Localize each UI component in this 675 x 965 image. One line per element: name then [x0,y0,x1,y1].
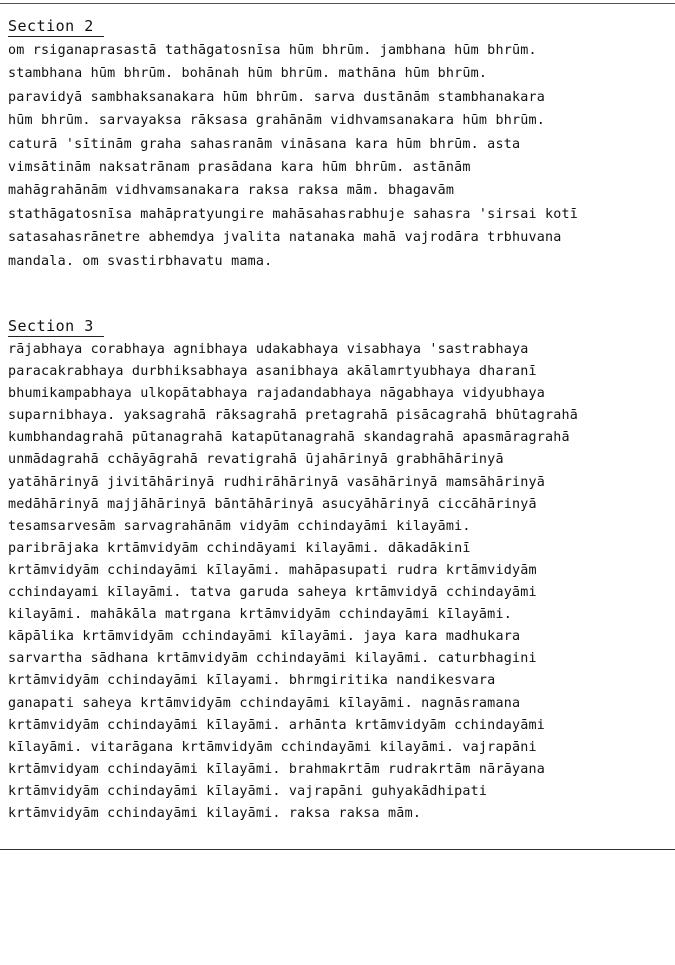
top-border-rule [0,3,675,4]
text-line: yatāhārinyā jivitāhārinyā rudhirāhārinyā vasāhārinyā mamsāhārinyā [8,474,546,490]
text-line: caturā 'sītinām graha sahasranām vināsana kara hūm bhrūm. asta [8,136,521,152]
text-line: rājabhaya corabhaya agnibhaya udakabhaya visabhaya 'sastrabhaya [8,342,529,357]
text-line: kāpālika krtāmvidyām cchindayāmi kīlayāmi. jaya kara madhukara [8,629,521,645]
text-line: bhumikampabhaya ulkopātabhaya rajadandabhaya nāgabhaya vidyubhaya [8,386,546,402]
text-line: tesamsarvesām sarvagrahānām vidyām cchindayāmi kilayāmi. [8,518,471,534]
text-line: stambhana hūm bhrūm. bohānah hūm bhrūm. mathāna hūm bhrūm. [8,66,488,82]
text-line: mandala. om svastirbhavatu mama. [8,253,273,269]
section-heading: Section 3 [8,316,104,337]
text-line: krtāmvidyām cchindayāmi kīlayāmi. mahāpasupati rudra krtāmvidyām [8,562,537,578]
text-line: ganapati saheya krtāmvidyām cchindayāmi kīlayāmi. nagnāsramana [8,695,521,711]
text-line: sarvartha sādhana krtāmvidyām cchindayāmi kilayāmi. caturbhagini [8,651,537,667]
section-3-block [8,316,668,825]
separator-rule [0,849,675,850]
text-line: suparnibhaya. yaksagrahā rāksagrahā pretagrahā pisācagrahā bhūtagrahā [8,408,579,424]
text-line: om rsiganaprasastā tathāgatosnīsa hūm bhrūm. jambhana hūm bhrūm. [8,43,537,58]
text-line: paribrājaka krtāmvidyām cchindāyami kilayāmi. dākadākinī [8,540,471,556]
text-line: hūm bhrūm. sarvayaksa rāksasa grahānām vidhvamsanakara hūm bhrūm. [8,113,546,129]
text-line: mahāgrahānām vidhvamsanakara raksa raksa mām. bhagavām [8,183,455,199]
text-line: satasahasrānetre abhemdya jvalita natanaka mahā vajrodāra trbhuvana [8,230,562,246]
text-line: kumbhandagrahā pūtanagrahā katapūtanagrahā skandagrahā apasmāragrahā [8,430,570,446]
text-line: stathāgatosnīsa mahāpratyungire mahāsahasrabhuje sahasra 'sirsai kotī [8,206,579,222]
text-line: paracakrabhaya durbhiksabhaya asanibhaya akālamrtyubhaya dharanī [8,364,537,380]
text-line: unmādagrahā cchāyāgrahā revatigrahā ūjahārinyā grabhāhārinyā [8,452,504,468]
text-line: kīlayāmi. vitarāgana krtāmvidyām cchindayāmi kilayāmi. vajrapāni [8,739,537,755]
text-line: krtāmvidyām cchindayāmi kilayāmi. raksa raksa mām. [8,805,422,821]
text-line: krtāmvidyām cchindayāmi kīlayami. bhrmgiritika nandikesvara [8,673,496,689]
text-line: krtāmvidyām cchindayāmi kīlayāmi. vajrapāni guhyakādhipati [8,783,488,799]
text-line: krtāmvidyām cchindayāmi kīlayāmi. arhānta krtāmvidyām cchindayāmi [8,717,546,733]
text-line: paravidyā sambhaksanakara hūm bhrūm. sarva dustānām stambhanakara [8,89,546,105]
section-heading: Section 2 [8,16,104,37]
text-line: krtāmvidyam cchindayāmi kīlayāmi. brahmakrtām rudrakrtām nārāyana [8,761,546,777]
text-line: vimsātinām naksatrānam prasādana kara hūm bhrūm. astānām [8,159,471,175]
text-line: kilayāmi. mahākāla matrgana krtāmvidyām cchindayāmi kīlayāmi. [8,607,512,623]
section-2-block [8,16,668,273]
text-line: cchindayami kīlayāmi. tatva garuda saheya krtāmvidyā cchindayāmi [8,585,537,601]
text-line: medāhārinyā majjāhārinyā bāntāhārinyā asucyāhārinyā ciccāhārinyā [8,496,537,512]
